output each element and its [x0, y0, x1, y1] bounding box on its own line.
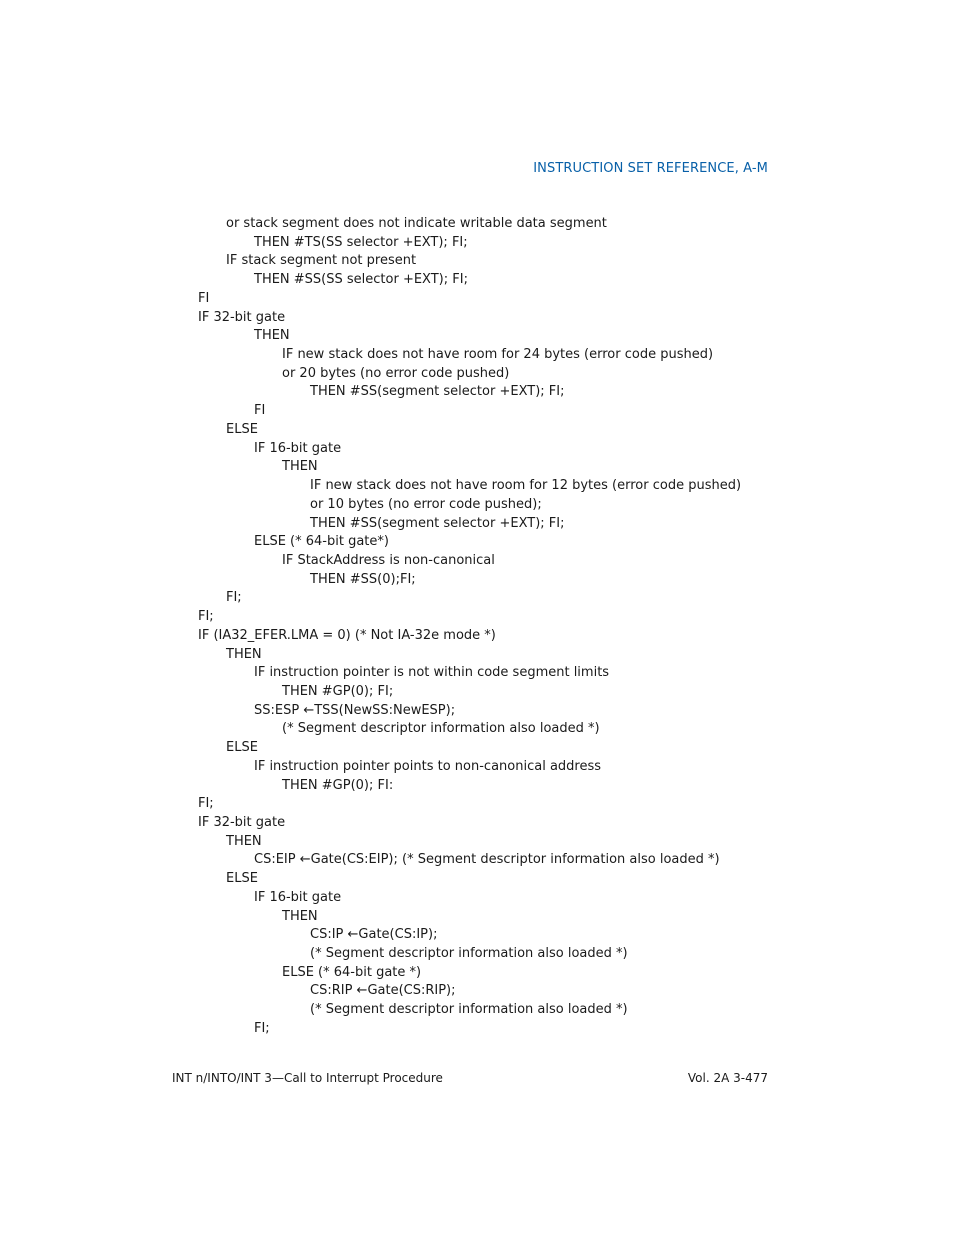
code-line: FI: [254, 403, 266, 419]
code-line: THEN #SS(SS selector +EXT); FI;: [254, 272, 468, 288]
code-line: or 10 bytes (no error code pushed);: [310, 496, 542, 512]
code-line: ELSE: [226, 740, 258, 756]
code-line: THEN: [282, 908, 318, 924]
code-line: CS:IP ←Gate(CS:IP);: [310, 927, 438, 943]
footer-title: INT n/INTO/INT 3—Call to Interrupt Procedure: [172, 1071, 443, 1085]
code-line: IF new stack does not have room for 24 bytes (error code pushed): [282, 347, 714, 363]
code-line: ELSE (* 64-bit gate *): [282, 964, 422, 980]
code-line: IF instruction pointer points to non-canonical address: [254, 758, 602, 774]
code-line: FI;: [226, 590, 242, 606]
code-line: IF (IA32_EFER.LMA = 0) (* Not IA-32e mode *): [198, 627, 496, 643]
code-line: IF instruction pointer is not within code segment limits: [254, 665, 610, 681]
code-line: CS:RIP ←Gate(CS:RIP);: [310, 983, 456, 999]
code-line: THEN: [226, 833, 262, 849]
section-header: INSTRUCTION SET REFERENCE, A-M: [533, 161, 768, 176]
code-line: THEN: [226, 646, 262, 662]
code-line: THEN #SS(segment selector +EXT); FI;: [310, 384, 565, 400]
code-line: IF new stack does not have room for 12 bytes (error code pushed): [310, 478, 742, 494]
code-line: THEN: [282, 459, 318, 475]
code-line: IF 32-bit gate: [198, 309, 286, 325]
code-line: FI;: [254, 1020, 270, 1036]
code-line: or stack segment does not indicate writable data segment: [226, 216, 607, 231]
code-line: THEN: [254, 328, 290, 344]
code-line: THEN #GP(0); FI:: [282, 777, 394, 793]
footer-page-number: Vol. 2A 3-477: [687, 1071, 768, 1085]
code-line: (* Segment descriptor information also loaded *): [310, 946, 628, 962]
code-line: or 20 bytes (no error code pushed): [282, 365, 510, 381]
code-line: FI: [198, 290, 210, 306]
code-line: ELSE: [226, 421, 258, 437]
code-line: ELSE (* 64-bit gate*): [254, 534, 389, 550]
code-line: SS:ESP ←TSS(NewSS:NewESP);: [254, 702, 456, 718]
code-line: THEN #SS(segment selector +EXT); FI;: [310, 515, 565, 531]
code-line: ELSE: [226, 871, 258, 887]
code-line: FI;: [198, 609, 214, 625]
code-line: IF stack segment not present: [226, 253, 417, 269]
code-line: THEN #TS(SS selector +EXT); FI;: [254, 234, 468, 250]
code-line: THEN #SS(0);FI;: [310, 571, 416, 587]
code-line: THEN #GP(0); FI;: [282, 683, 394, 699]
code-line: IF StackAddress is non-canonical: [282, 552, 495, 568]
code-line: IF 16-bit gate: [254, 889, 342, 905]
code-line: FI;: [198, 796, 214, 812]
code-line: CS:EIP ←Gate(CS:EIP); (* Segment descriptor information also loaded *): [254, 852, 720, 868]
pseudocode-block: [198, 215, 798, 1039]
code-line: IF 16-bit gate: [254, 440, 342, 456]
code-line: (* Segment descriptor information also loaded *): [310, 1002, 628, 1018]
code-line: (* Segment descriptor information also loaded *): [282, 721, 600, 737]
code-line: IF 32-bit gate: [198, 815, 286, 830]
